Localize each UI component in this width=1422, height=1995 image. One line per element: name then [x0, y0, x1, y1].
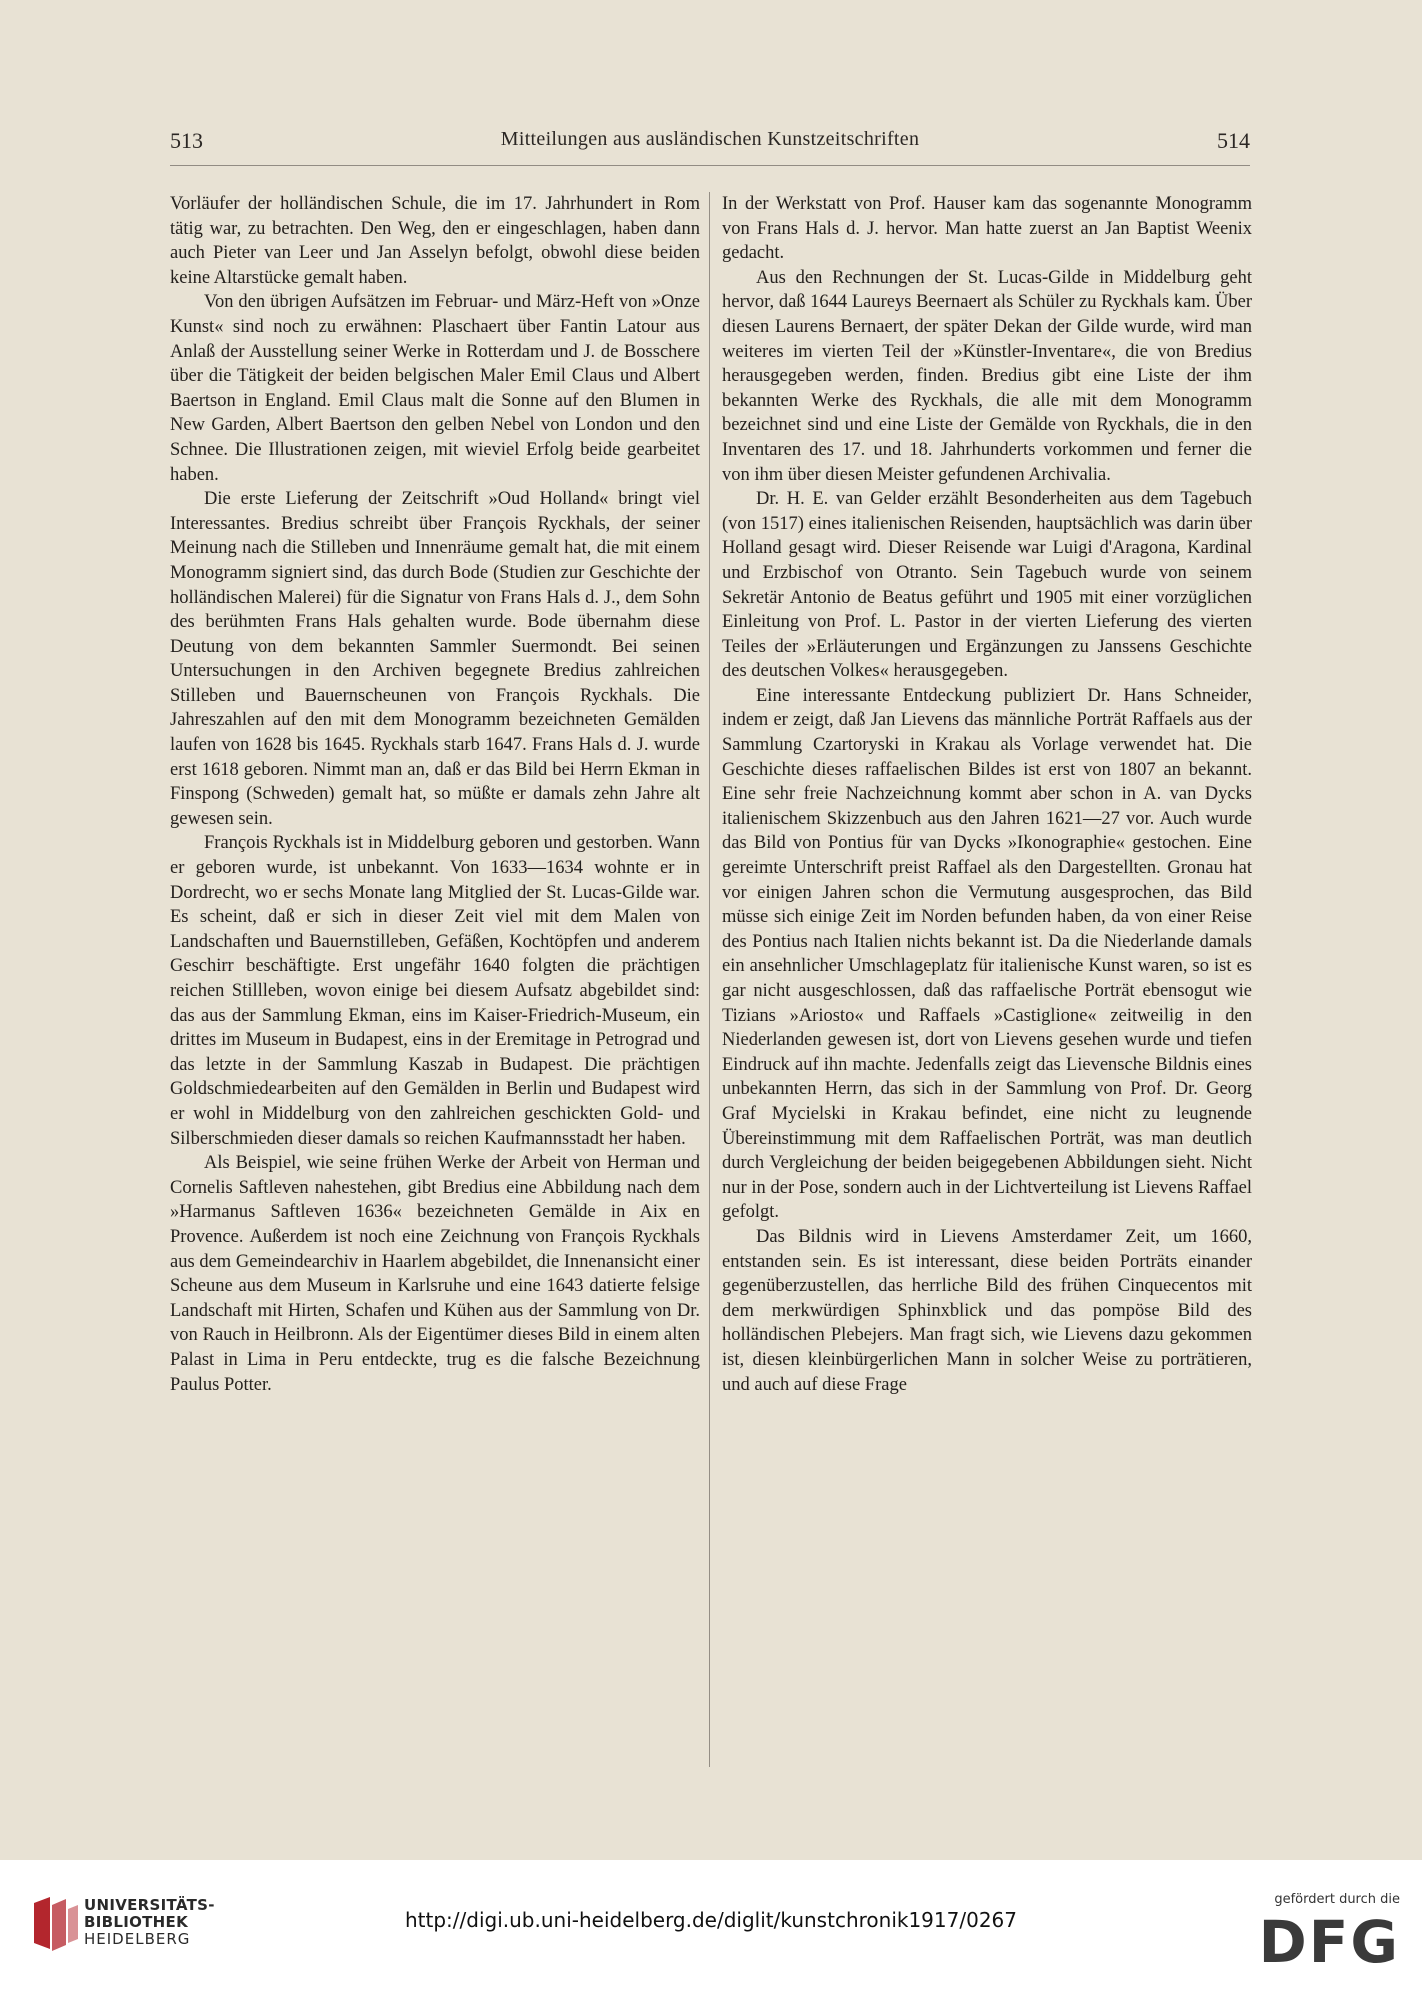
- paragraph: Als Beispiel, wie seine frühen Werke der Arbeit von Herman und Cornelis Saftleven nahestehen, gibt Bredius eine Abbildung nach dem »Harmanus Saftleven 1636« bezeichneten Gemälde in Aix en Provence. Außerdem ist noch eine Zeichnung von François Ryckhals aus dem Gemeindearchiv in Haarlem abgebildet, die Innenansicht einer Scheune aus dem Museum in Karlsruhe und eine 1643 datierte felsige Landschaft mit Hirten, Schafen und Kühen aus der Sammlung von Dr. von Rauch in Heilbronn. Als der Eigentümer dieses Bild in einem alten Palast in Lima in Peru entdeckte, trug es die falsche Bezeichnung Paulus Potter.: [170, 1153, 700, 1395]
- source-url-link[interactable]: http://digi.ub.uni-heidelberg.de/diglit/kunstchronik1917/0267: [404, 1908, 1017, 1932]
- library-name-line: UNIVERSITÄTS-: [84, 1896, 215, 1914]
- running-title: Mitteilungen aus ausländischen Kunstzeitschriften: [500, 128, 920, 150]
- dfg-logo: DFG: [1258, 1908, 1400, 1976]
- paragraph: In der Werkstatt von Prof. Hauser kam das sogenannte Monogramm von Frans Hals d. J. hervor. Man hatte zuerst an Jan Baptist Weenix gedacht.: [722, 194, 1252, 264]
- paragraph: Von den übrigen Aufsätzen im Februar- und März-Heft von »Onze Kunst« sind noch zu erwähnen: Plaschaert über Fantin Latour aus Anlaß der Ausstellung seiner Werke in Rotterdam und J. de Bosschere über die Tätigkeit der beiden belgischen Maler Emil Claus und Albert Baertson in England. Emil Claus malt die Sonne auf den Blumen in New Garden, Albert Baertson den gelben Nebel von London und den Schnee. Die Illustrationen zeigen, mit wieviel Erfolg beide gearbeitet haben.: [170, 292, 700, 485]
- funding-label: gefördert durch die: [1274, 1892, 1400, 1907]
- paragraph: Das Bildnis wird in Lievens Amsterdamer Zeit, um 1660, entstanden sein. Es ist interessant, diese beiden Porträts einander gegenüberzustellen, das herrliche Bild des frühen Cinquecentos mit dem merkwürdigen Sphinxblick und das pompöse Bild des holländischen Plebejers. Man fragt sich, wie Lievens dazu gekommen ist, diesen kleinbürgerlichen Mann in solcher Weise zu porträtieren, und auch auf diese Frage: [722, 1226, 1252, 1395]
- paragraph: Dr. H. E. van Gelder erzählt Besonderheiten aus dem Tagebuch (von 1517) eines italienischen Reisenden, hauptsächlich was darin über Holland gesagt wird. Dieser Reisende war Luigi d'Aragona, Kardinal und Erzbischof von Otranto. Sein Tagebuch wurde von seinem Sekretär Antonio de Beatus geführt und 1905 mit einer vorzüglichen Einleitung von Prof. L. Pastor in der vierten Lieferung des vierten Teiles der »Erläuterungen und Ergänzungen zu Janssens Geschichte des deutschen Volkes« herausgegeben.: [722, 489, 1252, 682]
- header-rule: [170, 165, 1250, 166]
- page-number-left: 513: [170, 128, 203, 153]
- paragraph: Die erste Lieferung der Zeitschrift »Oud Holland« bringt viel Interessantes. Bredius schreibt über François Ryckhals, der seiner Meinung nach die Stilleben und Innenräume gemalt hat, die mit einem Monogramm signiert sind, das durch Bode (Studien zur Geschichte der holländischen Malerei) für die Signatur von Frans Hals d. J., dem Sohn des berühmten Frans Hals gehalten wurde. Bode übernahm diese Deutung von dem bekannten Sammler Suermondt. Bei seinen Untersuchungen in den Archiven begegnete Bredius zahlreichen Stilleben und Bauernscheunen von François Ryckhals. Die Jahreszahlen auf den mit dem Monogramm bezeichneten Gemälden laufen von 1628 bis 1645. Ryckhals starb 1647. Frans Hals d. J. wurde erst 1618 geboren. Nimmt man an, daß er das Bild bei Herrn Ekman in Finspong (Schweden) gemalt hat, so müßte er damals zehn Jahre alt gewesen sein.: [170, 489, 700, 829]
- library-name-line: BIBLIOTHEK: [84, 1913, 188, 1931]
- library-name-line: HEIDELBERG: [84, 1930, 191, 1948]
- page-number-right: 514: [1217, 128, 1250, 153]
- right-column: [722, 192, 1252, 1397]
- paragraph: Aus den Rechnungen der St. Lucas-Gilde in Middelburg geht hervor, daß 1644 Laureys Beernaert als Schüler zu Ryckhals kam. Über diesen Laurens Bernaert, der später Dekan der Gilde wurde, wird man weiteres im vierten Teil der »Künstler-Inventare«, die von Bredius herausgegeben werden, finden. Bredius gibt eine Liste der ihm bekannten Werke des Ryckhals, die alle mit dem Monogramm bezeichnet sind und eine Liste der Gemälde von Ryckhals, die in den Inventaren des 17. und 18. Jahrhunderts vorkommen und ferner die von ihm über diesen Meister gefundenen Archivalia.: [722, 267, 1252, 485]
- column-divider: [709, 192, 710, 1767]
- running-header: [170, 128, 1250, 158]
- paragraph: Vorläufer der holländischen Schule, die im 17. Jahrhundert in Rom tätig war, zu betrachten. Den Weg, den er eingeschlagen, haben dann auch Pieter van Leer und Jan Asselyn befolgt, obwohl diese beiden keine Altarstücke gemalt haben.: [170, 194, 700, 288]
- paragraph: François Ryckhals ist in Middelburg geboren und gestorben. Wann er geboren wurde, ist unbekannt. Von 1633—1634 wohnte er in Dordrecht, wo er sechs Monate lang Mitglied der St. Lucas-Gilde war. Es scheint, daß er sich in dieser Zeit viel mit dem Malen von Landschaften und Bauernstilleben, Gefäßen, Kochtöpfen und anderem Geschirr beschäftigte. Erst ungefähr 1640 folgten die prächtigen reichen Stillleben, wovon einige bei diesem Aufsatz abgebildet sind: das aus der Sammlung Ekman, eins im Kaiser-Friedrich-Museum, ein drittes im Museum in Budapest, eins in der Eremitage in Petrograd und das letzte in der Sammlung Kaszab in Budapest. Die prächtigen Goldschmiedearbeiten auf den Gemälden in Berlin und Budapest wird er wohl in Middelburg von den zahlreichen geschickten Gold- und Silberschmieden dieser damals so reichen Kaufmannsstadt her haben.: [170, 833, 700, 1149]
- paragraph: Eine interessante Entdeckung publiziert Dr. Hans Schneider, indem er zeigt, daß Jan Lievens das männliche Porträt Raffaels aus der Sammlung Czartoryski in Krakau als Vorlage verwendet hat. Die Geschichte dieses raffaelischen Bildes ist erst von 1807 an bekannt. Eine sehr freie Nachzeichnung kommt aber schon in A. van Dycks italienischem Skizzenbuch aus den Jahren 1621—27 vor. Auch wurde das Bild von Pontius für van Dycks »Ikonographie« gestochen. Eine gereimte Unterschrift preist Raffael als den Dargestellten. Gronau hat vor einigen Jahren schon die Vermutung ausgesprochen, das Bild müsse sich einige Zeit im Norden befunden haben, da von einer Reise des Pontius nach Italien nichts bekannt ist. Da die Niederlande damals ein ansehnlicher Umschlageplatz für italienische Kunst waren, so ist es gar nicht ausgeschlossen, daß das raffaelische Porträt ebensogut wie Tizians »Ariosto« und Raffaels »Castiglione« zeitweilig in den Niederlanden gewesen ist, dort von Lievens gesehen wurde und tiefen Eindruck auf ihn machte. Jedenfalls zeigt das Lievensche Bildnis eines unbekannten Herrn, das sich in der Sammlung von Prof. Dr. Georg Graf Mycielski in Krakau befindet, eine nicht zu leugnende Übereinstimmung mit dem Raffaelischen Porträt, was man deutlich durch Vergleichung der beiden beigegebenen Abbildungen sieht. Nicht nur in der Pose, sondern auch in der Lichtverteilung ist Lievens Raffael gefolgt.: [722, 685, 1252, 1223]
- left-column: [170, 192, 700, 1397]
